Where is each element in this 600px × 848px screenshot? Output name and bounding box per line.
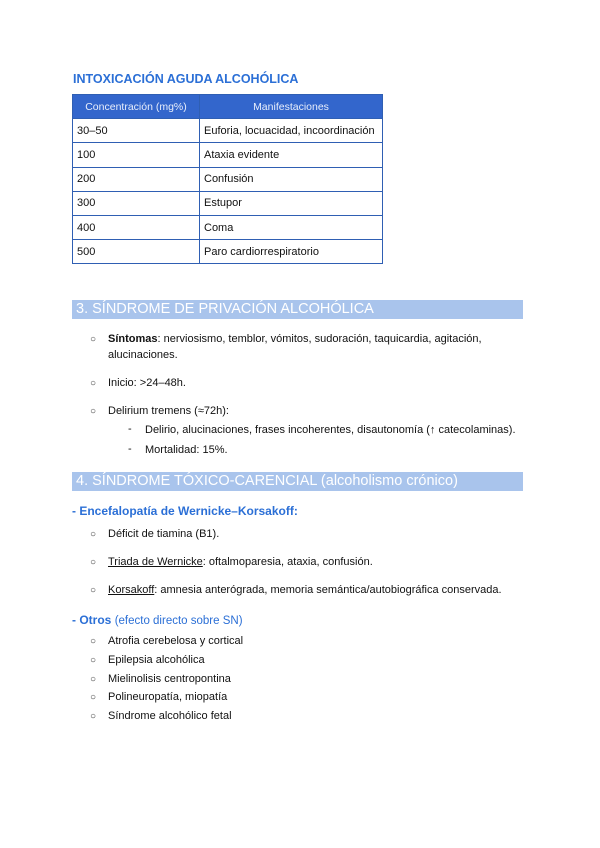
cell-manifestacion: Estupor xyxy=(200,191,383,215)
bullet-circle-icon: ○ xyxy=(90,406,97,417)
header-manifestaciones: Manifestaciones xyxy=(200,95,383,119)
bullet-circle-icon: ○ xyxy=(90,711,97,722)
otros-item: Epilepsia alcohólica xyxy=(108,654,205,666)
sintomas-text-cont: alucinaciones. xyxy=(108,349,178,361)
otros-item: Síndrome alcohólico fetal xyxy=(108,710,232,722)
sintomas-item xyxy=(108,331,518,363)
delirium-subitem: Mortalidad: 15%. xyxy=(145,444,228,456)
sintomas-label: Síntomas xyxy=(108,333,158,345)
table-row xyxy=(73,240,383,264)
bullet-circle-icon: ○ xyxy=(90,674,97,685)
wernicke-subtitle: - Encefalopatía de Wernicke–Korsakoff: xyxy=(72,504,298,518)
dash-bullet: - xyxy=(128,423,132,435)
header-concentracion: Concentración (mg%) xyxy=(73,95,200,119)
otros-item: Polineuropatía, miopatía xyxy=(108,691,228,703)
bullet-circle-icon: ○ xyxy=(90,585,97,596)
table-row xyxy=(73,191,383,215)
intoxicacion-title: INTOXICACIÓN AGUDA ALCOHÓLICA xyxy=(73,72,299,86)
otros-item: Mielinolisis centropontina xyxy=(108,673,231,685)
deficit-item: Déficit de tiamina (B1). xyxy=(108,528,220,540)
table-row xyxy=(73,215,383,239)
korsakoff-item xyxy=(108,582,502,598)
carencial-heading: 4. SÍNDROME TÓXICO-CARENCIAL (alcoholismo crónico) xyxy=(72,472,523,491)
bullet-circle-icon: ○ xyxy=(90,692,97,703)
table-row xyxy=(73,119,383,143)
table-header-row xyxy=(73,95,383,119)
bullet-circle-icon: ○ xyxy=(90,655,97,666)
otros-item: Atrofia cerebelosa y cortical xyxy=(108,635,244,647)
cell-manifestacion: Ataxia evidente xyxy=(200,143,383,167)
bullet-circle-icon: ○ xyxy=(90,636,97,647)
cell-concentracion: 300 xyxy=(73,191,200,215)
bullet-circle-icon: ○ xyxy=(90,378,97,389)
bullet-circle-icon: ○ xyxy=(90,334,97,345)
cell-concentracion: 200 xyxy=(73,167,200,191)
cell-manifestacion: Paro cardiorrespiratorio xyxy=(200,240,383,264)
cell-manifestacion: Confusión xyxy=(200,167,383,191)
inicio-item: Inicio: >24–48h. xyxy=(108,377,186,389)
bullet-circle-icon: ○ xyxy=(90,529,97,540)
intoxicacion-table xyxy=(72,94,383,264)
cell-manifestacion: Coma xyxy=(200,215,383,239)
korsakoff-label: Korsakoff xyxy=(108,584,155,596)
triada-text: : oftalmoparesia, ataxia, confusión. xyxy=(202,556,373,568)
dash-bullet: - xyxy=(128,443,132,455)
cell-concentracion: 30–50 xyxy=(73,119,200,143)
sintomas-text: : nerviosismo, temblor, vómitos, sudoración, taquicardia, agitación, xyxy=(157,333,482,345)
otros-title: - Otros xyxy=(72,613,112,627)
cell-manifestacion: Euforia, locuacidad, incoordinación xyxy=(200,119,383,143)
otros-note: (efecto directo sobre SN) xyxy=(114,615,243,627)
cell-concentracion: 400 xyxy=(73,215,200,239)
bullet-circle-icon: ○ xyxy=(90,557,97,568)
delirium-item: Delirium tremens (≈72h): xyxy=(108,405,229,417)
cell-concentracion: 100 xyxy=(73,143,200,167)
table-row xyxy=(73,167,383,191)
korsakoff-text: : amnesia anterógrada, memoria semántica/autobiográfica conservada. xyxy=(154,584,502,596)
triada-item xyxy=(108,554,373,570)
triada-label: Triada de Wernicke xyxy=(108,556,203,568)
delirium-subitem: Delirio, alucinaciones, frases incoherentes, disautonomía (↑ catecolaminas). xyxy=(145,424,516,436)
cell-concentracion: 500 xyxy=(73,240,200,264)
table-row xyxy=(73,143,383,167)
privacion-heading: 3. SÍNDROME DE PRIVACIÓN ALCOHÓLICA xyxy=(72,300,523,319)
otros-subtitle xyxy=(72,613,243,627)
